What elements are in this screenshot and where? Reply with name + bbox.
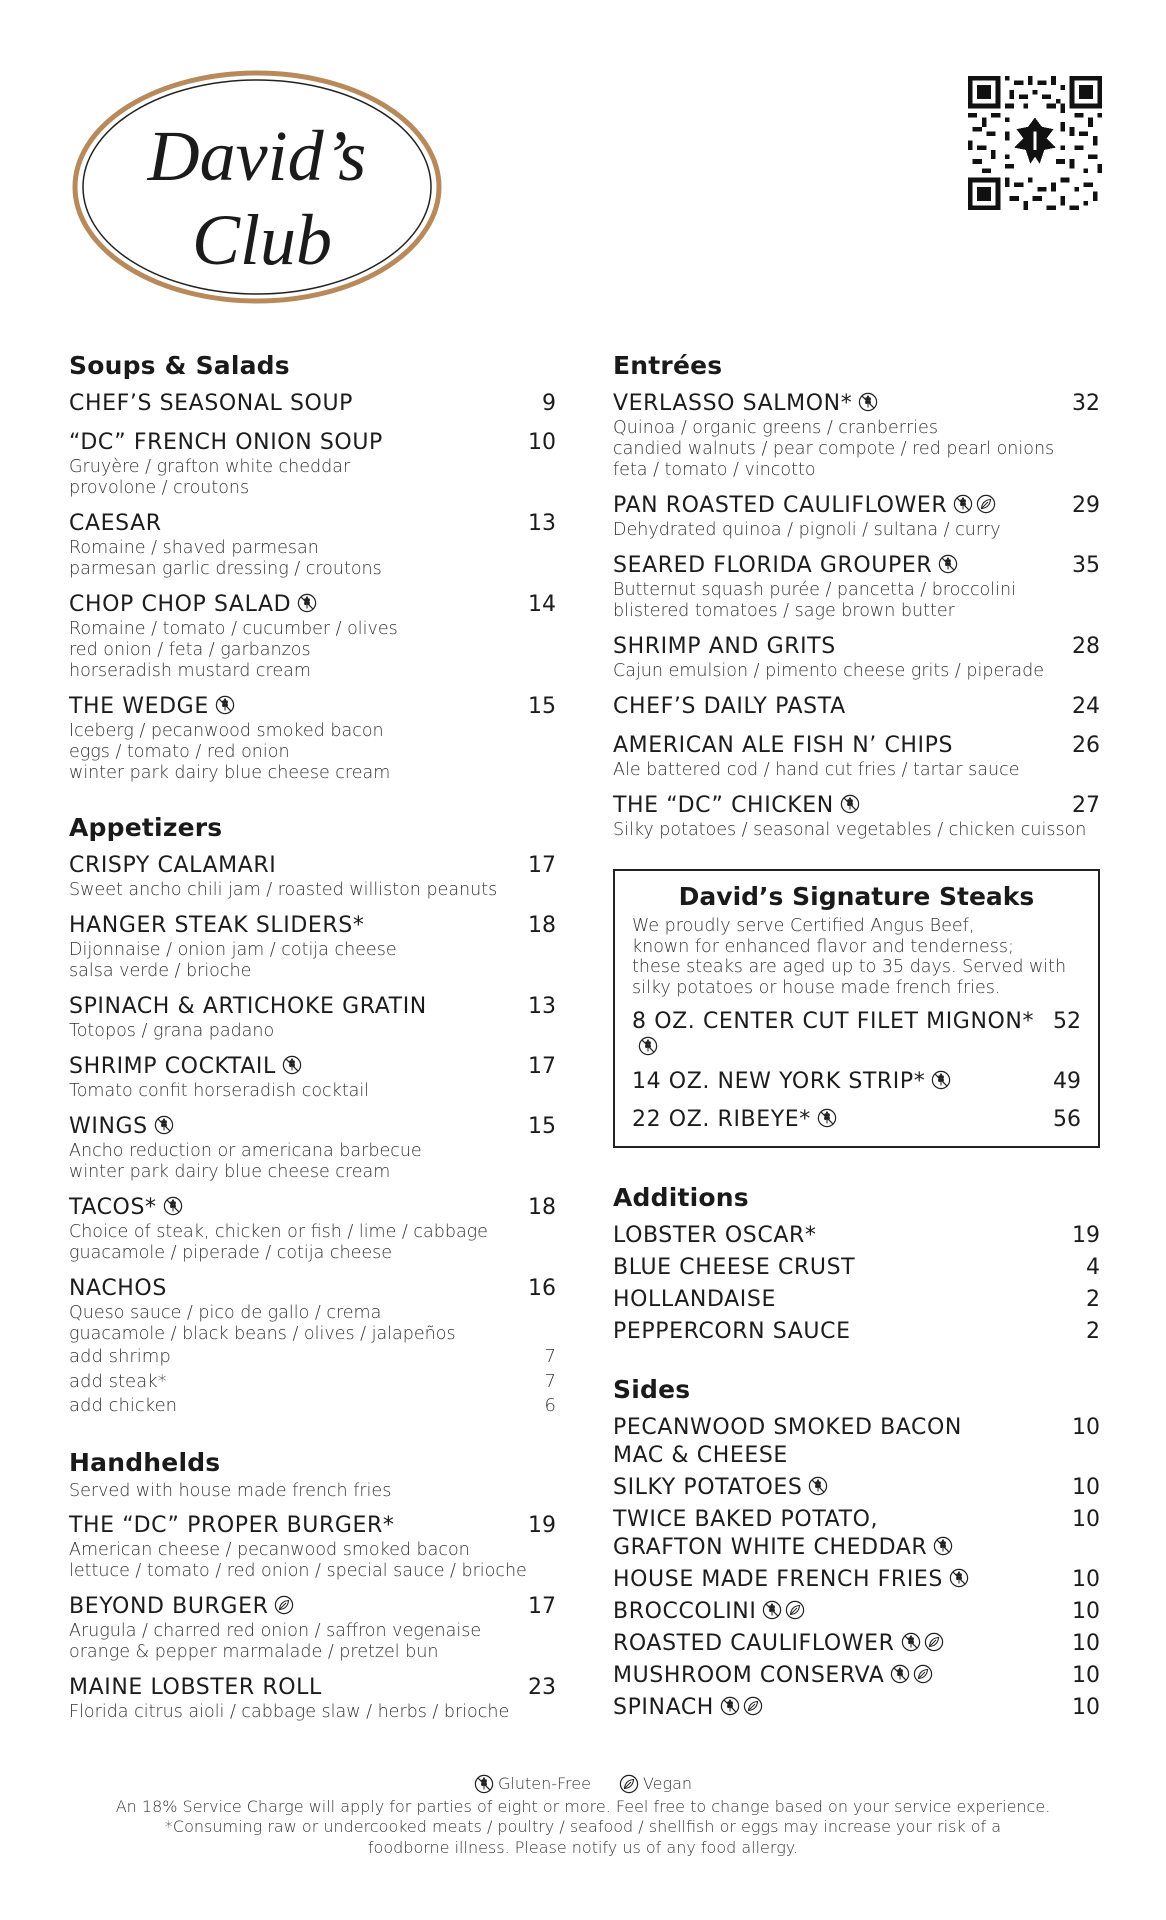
svg-text:David’s: David’s xyxy=(147,116,367,196)
appetizers-section xyxy=(69,812,556,1419)
item-price: 13 xyxy=(528,994,556,1019)
item-name: NACHOS xyxy=(69,1276,167,1301)
sides-section xyxy=(613,1374,1100,1722)
section-title-steaks: David’s Signature Steaks xyxy=(678,882,1035,911)
gluten-free-icon xyxy=(297,593,317,613)
menu-item xyxy=(69,510,556,580)
item-price: 19 xyxy=(528,1512,556,1538)
item-price: 10 xyxy=(1072,1599,1100,1624)
item-price: 10 xyxy=(528,430,556,455)
item-price: 2 xyxy=(1086,1319,1100,1344)
menu-item xyxy=(69,1674,556,1723)
menu-item xyxy=(613,552,1100,622)
item-description: Gruyère / grafton white cheddar provolone / croutons xyxy=(69,457,351,498)
gluten-free-icon xyxy=(762,1600,782,1620)
gluten-free-icon xyxy=(890,1664,910,1684)
item-price: 18 xyxy=(528,1195,556,1220)
item-name: SEARED FLORIDA GROUPER xyxy=(613,553,933,578)
qr-code[interactable] xyxy=(968,76,1102,210)
menu-item xyxy=(613,1598,1100,1626)
item-price: 2 xyxy=(1086,1287,1100,1312)
item-price: 18 xyxy=(528,913,556,938)
menu-item xyxy=(613,390,1100,481)
menu-item xyxy=(613,1222,1100,1250)
item-description: Dijonnaise / onion jam / cotija cheese salsa verde / brioche xyxy=(69,940,397,981)
item-name: VERLASSO SALMON* xyxy=(613,391,853,416)
item-name: MUSHROOM CONSERVA xyxy=(613,1663,885,1688)
footer xyxy=(0,1774,1166,1858)
item-name: BROCCOLINI xyxy=(613,1599,757,1624)
vegan-icon xyxy=(913,1664,933,1684)
addon-row: add shrimp 7 xyxy=(69,1346,556,1367)
item-name: 22 OZ. RIBEYE* xyxy=(632,1107,811,1132)
item-name: AMERICAN ALE FISH N’ CHIPS xyxy=(613,733,954,758)
item-name: PAN ROASTED CAULIFLOWER xyxy=(613,493,948,518)
item-price: 23 xyxy=(528,1674,556,1700)
item-price: 13 xyxy=(528,511,556,536)
soups-salads-section xyxy=(69,350,556,784)
menu-item xyxy=(613,1318,1100,1346)
gluten-free-icon xyxy=(933,1536,953,1556)
svg-text:Club: Club xyxy=(191,200,333,280)
additions-section xyxy=(613,1182,1100,1346)
item-price: 56 xyxy=(1053,1107,1081,1132)
item-price: 24 xyxy=(1072,694,1100,719)
menu-item xyxy=(613,1286,1100,1314)
gluten-free-icon xyxy=(720,1696,740,1716)
item-name: PECANWOOD SMOKED BACON MAC & CHEESE xyxy=(613,1415,962,1468)
menu-item xyxy=(69,693,556,784)
item-price: 35 xyxy=(1072,553,1100,578)
menu-item xyxy=(613,1414,1100,1470)
vegan-icon xyxy=(785,1600,805,1620)
menu-item xyxy=(632,1008,1081,1058)
legend-gluten-free: Gluten-Free xyxy=(474,1774,591,1795)
menu-item xyxy=(613,1506,1100,1562)
section-title-appetizers: Appetizers xyxy=(69,813,223,842)
section-title-sides: Sides xyxy=(613,1375,691,1404)
item-name: THE “DC” CHICKEN xyxy=(613,793,834,818)
item-price: 10 xyxy=(1072,1631,1100,1656)
vegan-icon xyxy=(743,1696,763,1716)
item-name: LOBSTER OSCAR* xyxy=(613,1223,817,1248)
menu-item xyxy=(69,1053,556,1102)
menu-item xyxy=(69,429,556,499)
gluten-free-icon xyxy=(858,392,878,412)
menu-item xyxy=(69,1593,556,1663)
menu-item xyxy=(69,1194,556,1264)
gluten-free-icon xyxy=(474,1774,494,1794)
item-name: ROASTED CAULIFLOWER xyxy=(613,1631,895,1656)
menu-item xyxy=(632,1106,1081,1134)
menu-item xyxy=(69,591,556,682)
item-description: Tomato confit horseradish cocktail xyxy=(69,1081,370,1101)
right-column xyxy=(613,350,1100,1750)
section-subtitle: Served with house made french fries xyxy=(69,1480,392,1501)
legend-vegan: Vegan xyxy=(619,1774,692,1795)
gluten-free-icon xyxy=(901,1632,921,1652)
item-name: HOLLANDAISE xyxy=(613,1287,776,1312)
item-price: 27 xyxy=(1072,793,1100,818)
item-description: Iceberg / pecanwood smoked bacon eggs / tomato / red onion winter park dairy blue cheese cream xyxy=(69,721,391,783)
item-name: SHRIMP AND GRITS xyxy=(613,634,836,659)
item-price: 52 xyxy=(1053,1009,1081,1034)
gluten-free-icon xyxy=(840,794,860,814)
item-name: TWICE BAKED POTATO, GRAFTON WHITE CHEDDAR xyxy=(613,1506,953,1562)
vegan-icon xyxy=(274,1595,294,1615)
item-description: Quinoa / organic greens / cranberries candied walnuts / pear compote / red pearl onions feta / tomato / vincotto xyxy=(613,418,1055,480)
gluten-free-icon xyxy=(808,1476,828,1496)
item-description: Dehydrated quinoa / pignoli / sultana / curry xyxy=(613,520,1001,540)
gluten-free-icon xyxy=(817,1108,837,1128)
item-name: CRISPY CALAMARI xyxy=(69,853,277,878)
item-name: MAINE LOBSTER ROLL xyxy=(69,1674,322,1700)
item-price: 26 xyxy=(1072,733,1100,758)
item-description: Choice of steak, chicken or fish / lime / cabbage guacamole / piperade / cotija cheese xyxy=(69,1222,488,1263)
item-description: Totopos / grana padano xyxy=(69,1021,275,1041)
menu-item xyxy=(613,492,1100,541)
service-charge-note: An 18% Service Charge will apply for parties of eight or more. Feel free to change based on your service experience. xyxy=(115,1796,1051,1816)
menu-item xyxy=(69,912,556,982)
menu-item xyxy=(613,792,1100,841)
entrees-section xyxy=(613,350,1100,841)
item-description: Florida citrus aioli / cabbage slaw / herbs / brioche xyxy=(69,1701,510,1722)
allergy-note: foodborne illness. Please notify us of any food allergy. xyxy=(367,1837,799,1857)
item-description: Butternut squash purée / pancetta / broccolini blistered tomatoes / sage brown butter xyxy=(613,580,1016,621)
item-name: 8 OZ. CENTER CUT FILET MIGNON* xyxy=(632,1009,1035,1034)
item-description: Sweet ancho chili jam / roasted williston peanuts xyxy=(69,880,498,900)
item-price: 16 xyxy=(528,1276,556,1301)
menu-item xyxy=(613,1566,1100,1594)
item-price: 17 xyxy=(528,1054,556,1079)
item-price: 9 xyxy=(542,391,556,416)
item-description: Cajun emulsion / pimento cheese grits / piperade xyxy=(613,661,1045,681)
item-price: 10 xyxy=(1072,1415,1100,1440)
item-description: Ale battered cod / hand cut fries / tartar sauce xyxy=(613,760,1020,780)
item-price: 28 xyxy=(1072,634,1100,659)
section-title-additions: Additions xyxy=(613,1183,749,1212)
gluten-free-icon xyxy=(154,1115,174,1135)
item-description: Silky potatoes / seasonal vegetables / chicken cuisson xyxy=(613,820,1087,840)
item-name: THE WEDGE xyxy=(69,694,209,719)
menu-item xyxy=(613,1254,1100,1282)
item-price: 17 xyxy=(528,1593,556,1619)
item-name: CHEF’S DAILY PASTA xyxy=(613,694,846,719)
menu-item xyxy=(613,732,1100,781)
gluten-free-icon xyxy=(282,1055,302,1075)
item-description: Queso sauce / pico de gallo / crema guacamole / black beans / olives / jalapeños xyxy=(69,1303,456,1344)
menu-item xyxy=(613,1474,1100,1502)
item-name: BLUE CHEESE CRUST xyxy=(613,1255,856,1280)
gluten-free-icon xyxy=(938,554,958,574)
item-description: Ancho reduction or americana barbecue winter park dairy blue cheese cream xyxy=(69,1141,422,1182)
item-price: 32 xyxy=(1072,391,1100,416)
gluten-free-icon xyxy=(953,494,973,514)
item-price: 10 xyxy=(1072,1507,1100,1532)
item-price: 4 xyxy=(1086,1255,1100,1280)
vegan-icon xyxy=(976,494,996,514)
item-name: THE “DC” PROPER BURGER* xyxy=(69,1512,395,1538)
menu-item xyxy=(69,993,556,1042)
item-name: 14 OZ. NEW YORK STRIP* xyxy=(632,1069,926,1094)
item-price: 10 xyxy=(1072,1695,1100,1720)
gluten-free-icon xyxy=(931,1070,951,1090)
item-description: Romaine / tomato / cucumber / olives red onion / feta / garbanzos horseradish mustard cream xyxy=(69,619,398,681)
item-price: 15 xyxy=(528,694,556,719)
item-name: BEYOND BURGER xyxy=(69,1593,269,1619)
item-price: 49 xyxy=(1053,1069,1081,1094)
item-name: HOUSE MADE FRENCH FRIES xyxy=(613,1567,943,1592)
menu-item xyxy=(613,1694,1100,1722)
item-name: SPINACH xyxy=(613,1695,714,1720)
item-name: SHRIMP COCKTAIL xyxy=(69,1054,276,1079)
legend xyxy=(0,1774,1166,1795)
menu-item xyxy=(69,1113,556,1183)
menu-item xyxy=(69,1275,556,1419)
item-price: 10 xyxy=(1072,1663,1100,1688)
item-price: 10 xyxy=(1072,1475,1100,1500)
item-name: CAESAR xyxy=(69,511,162,536)
item-description: American cheese / pecanwood smoked bacon lettuce / tomato / red onion / special sauce / brioche xyxy=(69,1539,527,1581)
section-title-entrees: Entrées xyxy=(613,351,723,380)
item-price: 29 xyxy=(1072,493,1100,518)
section-title-soups-salads: Soups & Salads xyxy=(69,351,290,380)
item-name: TACOS* xyxy=(69,1195,157,1220)
gluten-free-icon xyxy=(215,695,235,715)
item-name: SILKY POTATOES xyxy=(613,1475,803,1500)
item-name: “DC” FRENCH ONION SOUP xyxy=(69,430,383,455)
item-price: 19 xyxy=(1072,1223,1100,1248)
addon-row: add chicken 6 xyxy=(69,1395,556,1416)
vegan-icon xyxy=(619,1774,639,1794)
item-description: Arugula / charred red onion / saffron vegenaise orange & pepper marmalade / pretzel bun xyxy=(69,1620,482,1662)
menu-item xyxy=(613,1630,1100,1658)
gluten-free-icon xyxy=(638,1036,658,1056)
handhelds-section xyxy=(69,1447,556,1723)
item-name: CHEF’S SEASONAL SOUP xyxy=(69,391,354,416)
menu-item xyxy=(69,1512,556,1582)
menu-item xyxy=(69,390,556,418)
steaks-description: We proudly serve Certified Angus Beef, known for enhanced flavor and tenderness; these steaks are aged up to 35 days. Served with silky potatoes or house made french fries. xyxy=(632,916,1067,998)
menu-item xyxy=(613,1662,1100,1690)
item-price: 10 xyxy=(1072,1567,1100,1592)
item-price: 14 xyxy=(528,592,556,617)
consumption-warning: *Consuming raw or undercooked meats / poultry / seafood / shellfish or eggs may increase your risk of a xyxy=(164,1817,1002,1836)
item-name: HANGER STEAK SLIDERS* xyxy=(69,913,365,938)
left-column xyxy=(69,350,556,1751)
gluten-free-icon xyxy=(949,1568,969,1588)
item-name: CHOP CHOP SALAD xyxy=(69,592,292,617)
item-name: SPINACH & ARTICHOKE GRATIN xyxy=(69,994,427,1019)
menu-item xyxy=(69,852,556,901)
addon-row: add steak* 7 xyxy=(69,1370,556,1392)
signature-steaks-box xyxy=(613,869,1100,1148)
section-title-handhelds: Handhelds xyxy=(69,1447,221,1477)
david-club-logo xyxy=(70,68,444,306)
vegan-icon xyxy=(924,1632,944,1652)
gluten-free-icon xyxy=(163,1196,183,1216)
item-description: Romaine / shaved parmesan parmesan garlic dressing / croutons xyxy=(69,538,382,579)
menu-item xyxy=(632,1068,1081,1096)
item-name: WINGS xyxy=(69,1114,148,1139)
menu-item xyxy=(613,633,1100,682)
item-price: 15 xyxy=(528,1114,556,1139)
menu-item xyxy=(613,693,1100,721)
item-price: 17 xyxy=(528,853,556,878)
item-name: PEPPERCORN SAUCE xyxy=(613,1319,851,1344)
